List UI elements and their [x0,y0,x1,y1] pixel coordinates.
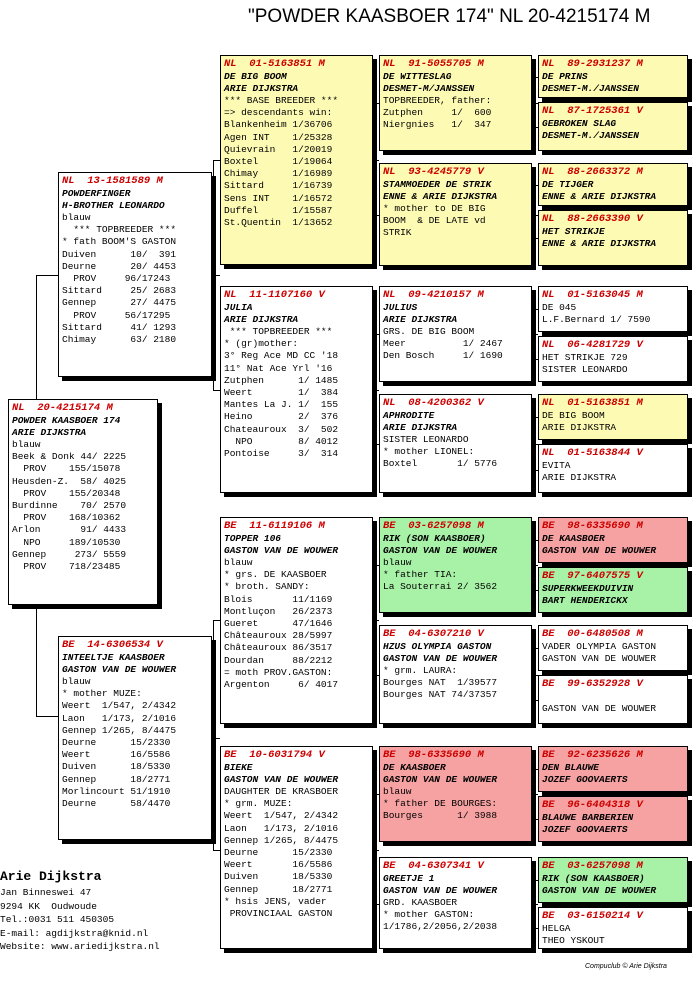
card-detail-line: PROV 168/10362 [12,512,121,524]
pedigree-connector-line [36,716,58,717]
card-detail-line: EVITA [542,460,571,471]
pigeon-name: JULIA [224,302,253,313]
ring-number: BE 98-6335690 M [383,749,484,761]
card-detail-line: * grm. LAURA: [383,665,458,676]
breeder-name: GASTON VAN DE WOUWER [383,545,498,556]
card-detail-line: blauw [383,557,412,568]
breeder-name: GASTON VAN DE WOUWER [542,545,657,556]
pigeon-name: APHRODITE [383,410,435,421]
card-detail-line: Gennep 18/2771 [224,883,333,895]
card-detail-line: HELGA [542,923,571,934]
card-detail-line: Arlon 91/ 4433 [12,524,127,536]
ring-number: BE 96-6404318 V [542,799,643,811]
breeder-name: GASTON VAN DE WOUWER [383,774,498,785]
breeder-name: ENNE & ARIE DIJKSTRA [383,191,498,202]
pigeon-card [538,675,688,724]
card-detail-line [542,691,684,703]
breeder-name: GASTON VAN DE WOUWER [62,664,177,675]
pigeon-card [538,163,688,206]
card-detail-line: Deurne 15/2330 [62,737,171,749]
ring-number: NL 89-2931237 M [542,58,643,70]
pedigree-connector-line [213,620,214,850]
pedigree-connector-line [373,103,374,215]
card-detail-line: Heusden-Z. 58/ 4025 [12,475,127,487]
pigeon-name: INTEELTJE KAASBOER [62,652,165,663]
pigeon-card [538,210,688,266]
card-detail-line: Châteauroux 86/3517 [224,642,333,654]
pigeon-card [58,636,212,840]
card-detail-line: Gennep 1/265, 8/4475 [224,834,339,846]
breeder-name: GASTON VAN DE WOUWER [542,885,657,896]
card-detail-line: PROV 155/20348 [12,487,121,499]
card-detail-line: Bourges NAT 74/37357 [383,689,498,701]
pigeon-name: JULIUS [383,302,418,313]
card-detail-line: 11° Nat Ace Yrl '16 [224,362,333,374]
breeder-name: ARIE DIJKSTRA [383,422,458,433]
card-detail-line: Duffel 1/15587 [224,204,333,216]
card-detail-line: Niergnies 1/ 347 [383,119,492,131]
pedigree-connector-line [532,185,533,238]
card-detail-line: Morlincourt 51/1910 [62,785,171,797]
breeder-name: ARIE DIJKSTRA [224,83,299,94]
card-detail-line: Deurne 58/4470 [62,798,171,810]
card-detail-line: *** TOPBREEDER *** [224,326,333,337]
card-detail-line: PROV 96/17243 [62,273,171,285]
ring-number: BE 04-6307341 V [383,860,484,872]
card-detail-line: Laon 1/173, 2/1016 [224,822,339,834]
pigeon-name: STAMMOEDER DE STRIK [383,179,492,190]
card-detail-line: Boxtel 1/19064 [224,156,333,168]
card-detail-line: 1/1786,2/2056,2/2038 [383,921,498,933]
pedigree-connector-line [213,275,220,276]
pedigree-connector-line [373,334,374,444]
card-detail-line: Laon 1/173, 2/1016 [62,712,177,724]
owner-address: Jan Binneswei 47 [0,887,92,898]
ring-number: NL 91-5055705 M [383,58,484,70]
pigeon-card [538,857,688,903]
page-title: "POWDER KAASBOER 174" NL 20-4215174 M [248,6,651,27]
pigeon-card [8,399,158,605]
pigeon-card [379,286,532,382]
card-detail-line: Deurne 20/ 4453 [62,260,177,272]
ring-number: NL 20-4215174 M [12,402,113,414]
pedigree-connector-line [532,648,533,700]
pedigree-connector-line [36,275,58,276]
ring-number: BE 92-6235626 M [542,749,643,761]
pedigree-connector-line [213,620,220,621]
card-detail-line: Sens INT 1/16572 [224,192,333,204]
card-detail-line: * broth. SANDY: [224,581,310,593]
card-detail-line: Duiven 10/ 391 [62,248,177,260]
card-detail-line: Argenton 6/ 4017 [224,679,339,691]
ring-number: BE 97-6407575 V [542,570,643,582]
pigeon-name: DE PRINS [542,71,588,82]
card-detail-line: Mantes La J. 1/ 155 [224,399,339,411]
breeder-name: BART HENDERICKX [542,595,628,606]
card-detail-line: => descendants win: [224,107,333,119]
pigeon-card [538,102,688,151]
owner-phone: Tel.:0031 511 450305 [0,914,115,925]
ring-number: BE 00-6480508 M [542,628,643,640]
pigeon-card [538,286,688,332]
pigeon-card [58,172,212,377]
ring-number: BE 14-6306534 V [62,639,163,651]
ring-number: BE 03-6257098 M [383,520,484,532]
pigeon-card [220,286,373,493]
ring-number: NL 06-4281729 V [542,339,643,351]
pedigree-connector-line [213,160,214,390]
breeder-name: ENNE & ARIE DIJKSTRA [542,191,657,202]
breeder-name: DESMET-M./JANSSEN [542,130,639,141]
card-detail-line: Deurne 15/2330 [224,847,333,859]
card-detail-line: Burdinne 70/ 2570 [12,500,127,512]
pigeon-card [220,517,373,724]
ring-number: NL 09-4210157 M [383,289,484,301]
card-detail-line: Sittard 1/16739 [224,180,333,192]
card-detail-line: * mother LIONEL: [383,446,475,458]
breeder-name: ARIE DIJKSTRA [224,314,299,325]
footer-credit: Compuclub © Arie Dijkstra [585,963,667,970]
card-detail-line: * fath BOOM'S GASTON [62,236,177,248]
pigeon-name: HZUS OLYMPIA GASTON [383,641,492,652]
pedigree-connector-line [532,77,533,127]
card-detail-line: Agen INT 1/25328 [224,131,333,143]
ring-number: BE 03-6257098 M [542,860,643,872]
card-detail-line: L.F.Bernard 1/ 7590 [542,314,651,326]
card-detail-line: * father DE BOURGES: [383,798,498,810]
card-detail-line: GRS. DE BIG BOOM [383,326,475,337]
pigeon-card [379,394,532,493]
card-detail-line: VADER OLYMPIA GASTON [542,641,657,652]
card-detail-line: STRIK [383,227,412,239]
breeder-name: JOZEF GOOVAERTS [542,824,628,835]
ring-number: NL 88-2663390 V [542,213,643,225]
card-detail-line: Weert 1/547, 2/4342 [62,700,177,712]
card-detail-line: PROV 155/15078 [12,463,121,475]
card-detail-line: Zutphen 1/ 1485 [224,374,339,386]
pigeon-name: DE KAASBOER [542,533,605,544]
pigeon-name: BLAUWE BARBERIEN [542,812,634,823]
pigeon-name: DE KAASBOER [383,762,446,773]
pedigree-connector-line [532,880,533,928]
card-detail-line: * father TIA: [383,569,458,581]
owner-website[interactable]: Website: www.ariedijkstra.nl [0,941,160,952]
pigeon-card [379,746,532,842]
card-detail-line: Gennep 27/ 4475 [62,297,177,309]
card-detail-line: DE BIG BOOM [542,410,605,421]
pigeon-card [538,444,688,493]
pedigree-connector-line [36,275,37,400]
ring-number: BE 04-6307210 V [383,628,484,640]
pigeon-name: HET STRIKJE [542,226,605,237]
card-detail-line: La Souterrai 2/ 3562 [383,581,498,593]
ring-number: BE 98-6335690 M [542,520,643,532]
ring-number: NL 88-2663372 M [542,166,643,178]
pigeon-card [538,517,688,563]
ring-number: NL 93-4245779 V [383,166,484,178]
pigeon-card [538,625,688,671]
pedigree-connector-line [532,769,533,819]
card-detail-line: GASTON VAN DE WOUWER [542,703,657,715]
ring-number: NL 08-4200362 V [383,397,484,409]
card-detail-line: blauw [224,557,253,568]
pigeon-card [538,746,688,792]
card-detail-line: Pontoise 3/ 314 [224,448,339,460]
card-detail-line: GRD. KAASBOER [383,897,458,908]
pigeon-card [379,163,532,266]
owner-block [0,868,160,954]
owner-email[interactable]: E-mail: agdijkstra@knid.nl [0,927,149,939]
card-detail-line: Gennep 1/265, 8/4475 [62,724,177,736]
pigeon-name: POWDER KAASBOER 174 [12,415,121,426]
ring-number: NL 11-1107160 V [224,289,325,301]
ring-number: BE 99-6352928 V [542,678,643,690]
pedigree-connector-line [532,540,533,590]
breeder-name: H-BROTHER LEONARDO [62,200,165,211]
card-detail-line: Bourges 1/ 3988 [383,810,498,822]
card-detail-line: ARIE DIJKSTRA [542,422,617,434]
pigeon-card [538,907,688,949]
card-detail-line: blauw [383,786,412,797]
pigeon-card [538,336,688,382]
card-detail-line: Châteauroux 28/5997 [224,630,333,642]
card-detail-line: Gennep 273/ 5559 [12,548,127,560]
breeder-name: ARIE DIJKSTRA [12,427,87,438]
card-detail-line: Sittard 41/ 1293 [62,321,177,333]
card-detail-line: blauw [62,676,91,687]
card-detail-line: Heino 2/ 376 [224,411,339,423]
pigeon-card [379,625,532,724]
card-detail-line: 3° Reg Ace MD CC '18 [224,350,339,362]
card-detail-line: Boxtel 1/ 5776 [383,458,498,470]
pigeon-name: RIK (SON KAASBOER) [383,533,486,544]
pedigree-connector-line [213,160,220,161]
card-detail-line: NPO 8/ 4012 [224,435,339,447]
card-detail-line: GASTON VAN DE WOUWER [542,653,657,665]
breeder-name: DESMET-M./JANSSEN [542,83,639,94]
card-detail-line: THEO YSKOUT [542,935,605,947]
pigeon-card [538,567,688,613]
card-detail-line: SISTER LEONARDO [383,434,469,445]
pedigree-connector-line [532,309,533,359]
pigeon-name: DEN BLAUWE [542,762,600,773]
card-detail-line: Bourges NAT 1/39577 [383,677,498,689]
breeder-name: GASTON VAN DE WOUWER [383,653,498,664]
card-detail-line: SISTER LEONARDO [542,364,628,376]
pigeon-name: BIEKE [224,762,253,773]
breeder-name: JOZEF GOOVAERTS [542,774,628,785]
card-detail-line: Gennep 18/2771 [62,773,171,785]
pigeon-name: DE TIJGER [542,179,594,190]
pigeon-card [538,796,688,842]
card-detail-line: DAUGHTER DE KRASBOER [224,786,339,797]
card-detail-line: Weert 1/547, 2/4342 [224,810,339,822]
pedigree-connector-line [373,565,374,675]
pigeon-card [220,746,373,949]
card-detail-line: * hsis JENS, vader [224,895,327,907]
pigeon-card [379,517,532,613]
card-detail-line: Duiven 18/5330 [224,871,333,883]
card-detail-line: HET STRIKJE 729 [542,352,628,363]
card-detail-line: Blankenheim 1/36706 [224,119,333,131]
card-detail-line: PROV 56/17295 [62,309,171,321]
card-detail-line: BOOM & DE LATE vd [383,215,486,227]
card-detail-line: *** TOPBREEDER *** [62,224,177,236]
card-detail-line: PROV 718/23485 [12,561,121,573]
pigeon-card [379,55,532,151]
pigeon-name: POWDERFINGER [62,188,131,199]
card-detail-line: Meer 1/ 2467 [383,338,503,350]
card-detail-line: Blois 11/1169 [224,593,333,605]
card-detail-line: Quievrain 1/20019 [224,143,333,155]
card-detail-line: * (gr)mother: [224,338,299,350]
card-detail-line: TOPBREEDER, father: [383,95,492,106]
pedigree-connector-line [36,605,37,717]
pigeon-name: RIK (SON KAASBOER) [542,873,645,884]
card-detail-line: Gueret 47/1646 [224,618,333,630]
breeder-name: ARIE DIJKSTRA [383,314,458,325]
card-detail-line: Weert 16/5586 [62,749,171,761]
card-detail-line: *** BASE BREEDER *** [224,95,339,106]
card-detail-line: Chimay 63/ 2180 [62,334,177,346]
pigeon-name: GREETJE 1 [383,873,435,884]
ring-number: BE 11-6119106 M [224,520,325,532]
breeder-name: GASTON VAN DE WOUWER [383,885,498,896]
card-detail-line: Den Bosch 1/ 1690 [383,350,503,362]
pedigree-connector-line [373,794,374,904]
card-detail-line: Duiven 18/5330 [62,761,171,773]
card-detail-line: St.Quentin 1/13652 [224,217,333,229]
pigeon-card [538,394,688,440]
card-detail-line: PROVINCIAAL GASTON [224,908,333,920]
card-detail-line: blauw [12,439,41,450]
card-detail-line: * mother MUZE: [62,688,142,700]
pigeon-name: SUPERKWEEKDUIVIN [542,583,634,594]
breeder-name: ENNE & ARIE DIJKSTRA [542,238,657,249]
breeder-name: GASTON VAN DE WOUWER [224,545,339,556]
card-detail-line: Chimay 1/16989 [224,168,333,180]
card-detail-line: Chateauroux 3/ 502 [224,423,339,435]
card-detail-line: DE 045 [542,302,577,313]
ring-number: NL 01-5163844 V [542,447,643,459]
ring-number: NL 01-5163045 M [542,289,643,301]
breeder-name: DESMET-M/JANSSEN [383,83,475,94]
card-detail-line: * grs. DE KAASBOER [224,569,327,581]
pigeon-name: GEBROKEN SLAG [542,118,617,129]
card-detail-line: Beek & Donk 44/ 2225 [12,451,127,463]
ring-number: NL 01-5163851 M [542,397,643,409]
pedigree-connector-line [213,738,220,739]
pedigree-connector-line [532,417,533,470]
owner-name: Arie Dijkstra [0,869,102,884]
card-detail-line: * grm. MUZE: [224,798,293,810]
pigeon-name: DE BIG BOOM [224,71,287,82]
pigeon-name: DE WITTESLAG [383,71,452,82]
pigeon-card [379,857,532,949]
card-detail-line: blauw [62,212,91,223]
owner-postcode: 9294 KK Oudwoude [0,900,97,912]
card-detail-line: * mother to DE BIG [383,203,486,214]
card-detail-line: NPO 189/10530 [12,536,121,548]
card-detail-line: Montluçon 26/2373 [224,605,333,617]
card-detail-line: Dourdan 88/2212 [224,654,333,666]
pedigree-connector-line [213,850,220,851]
card-detail-line: Zutphen 1/ 600 [383,107,492,119]
pigeon-card [538,55,688,98]
card-detail-line: * mother GASTON: [383,909,475,921]
breeder-name: GASTON VAN DE WOUWER [224,774,339,785]
ring-number: BE 03-6150214 V [542,910,643,922]
pigeon-name: TOPPER 106 [224,533,282,544]
ring-number: NL 01-5163851 M [224,58,325,70]
card-detail-line: ARIE DIJKSTRA [542,472,617,484]
card-detail-line: Sittard 25/ 2683 [62,285,177,297]
card-detail-line: Weert 16/5586 [224,859,333,871]
pigeon-card [220,55,373,265]
ring-number: NL 87-1725361 V [542,105,643,117]
ring-number: BE 10-6031794 V [224,749,325,761]
pedigree-connector-line [213,390,220,391]
card-detail-line: Weert 1/ 384 [224,387,339,399]
ring-number: NL 13-1581589 M [62,175,163,187]
card-detail-line: = moth PROV.GASTON: [224,666,333,678]
